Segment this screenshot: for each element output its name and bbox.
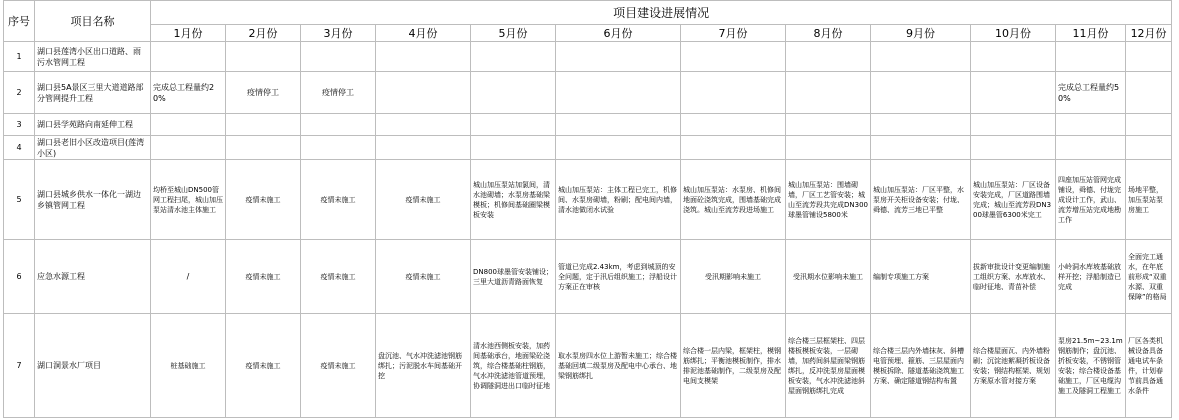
row-number: 6 [4, 240, 35, 314]
progress-table [3, 0, 1172, 418]
header-month-3: 3月份 [301, 25, 376, 42]
row-number: 7 [4, 314, 35, 418]
month-cell: 综合楼屋面瓦、内外墙粉刷；沉淀池絮凝折板设备安装；钢结构框架、规划方案原水管对接方案 [971, 314, 1056, 418]
month-cell: 综合楼三层框架柱、四层楼板模板安装，一层砌墙，加药间斜屋面梁钢筋绑扎，反冲洗泵房屋面模板安装，气水冲洗滤池斜屋面钢筋绑扎完成 [786, 314, 871, 418]
month-cell: 泵房21.5m~23.1m钢筋制作；盘沉池、折板安装，不锈钢管安装；综合楼设备基础施工，厂区电缆沟施工及隧洞工程施工 [1056, 314, 1126, 418]
project-name-cell: 湖口县学苑路向南延伸工程 [35, 114, 151, 136]
month-cell: 城山加压泵站：厂区平整，水泵房开关柜设备安装；付垅、舜德、流芳三地已平整 [871, 160, 971, 240]
month-cell: 综合楼三层内外墙抹灰、斜槽电管预埋、箍筋、三层屋面内模板拆除、隧道基础浇筑施工方案、确定隧道钢结构布置 [871, 314, 971, 418]
table-row [4, 160, 1172, 240]
project-name-cell: 湖口县城乡供水一体化一湖边乡镇管网工程 [35, 160, 151, 240]
table-row [4, 72, 1172, 114]
month-cell: 疫情未施工 [226, 240, 301, 314]
row-number: 5 [4, 160, 35, 240]
month-cell: DN800球墨管安装铺设；三里大道沥青路面恢复 [471, 240, 556, 314]
table-row [4, 114, 1172, 136]
month-cell: 疫情未施工 [301, 240, 376, 314]
month-cell: 完成总工程量约20% [151, 72, 226, 114]
row-number: 4 [4, 136, 35, 160]
month-cell [1056, 42, 1126, 72]
month-cell [1056, 136, 1126, 160]
month-cell: 疫情未施工 [301, 160, 376, 240]
header-progress-title: 项目建设进展情况 [151, 1, 1172, 25]
header-month-1: 1月份 [151, 25, 226, 42]
header-month-10: 10月份 [971, 25, 1056, 42]
month-cell: 疫情停工 [301, 72, 376, 114]
month-cell [871, 136, 971, 160]
month-cell [1126, 114, 1172, 136]
month-cell [1126, 136, 1172, 160]
month-cell [471, 136, 556, 160]
month-cell: 疫情未施工 [301, 314, 376, 418]
month-cell [556, 114, 681, 136]
month-cell: 拔新审批设计变更编制施工组织方案、水库放水、临时征地、青苗补偿 [971, 240, 1056, 314]
month-cell [681, 114, 786, 136]
month-cell: 城山加压泵站：围墙砌墙，厂区工艺管安装；城山至流芳段共完成DN300球墨管铺设5800米 [786, 160, 871, 240]
month-cell [376, 114, 471, 136]
month-cell [376, 42, 471, 72]
month-cell [556, 72, 681, 114]
month-cell [971, 72, 1056, 114]
month-cell [556, 42, 681, 72]
month-cell [556, 136, 681, 160]
month-cell: 疫情未施工 [226, 314, 301, 418]
month-cell: 四座加压站管网完成铺设，舜德、付垅完成设计工作，武山、流芳增压站完成地勘工作 [1056, 160, 1126, 240]
month-cell [471, 42, 556, 72]
header-month-9: 9月份 [871, 25, 971, 42]
header-seq: 序号 [4, 1, 35, 42]
month-cell [151, 42, 226, 72]
table-row [4, 136, 1172, 160]
month-cell: 厂区各类机械设备具备通电试车条件，计划春节前具备通水条件 [1126, 314, 1172, 418]
month-cell: 城山加压泵站：厂区设备安装完成，厂区道路围墙完成；城山至流芳段DN300球墨管6300米完工 [971, 160, 1056, 240]
month-cell [301, 136, 376, 160]
project-name-cell: 湖口县老旧小区改造项目(莲湾小区) [35, 136, 151, 160]
table-row [4, 314, 1172, 418]
month-cell [301, 42, 376, 72]
month-cell [971, 42, 1056, 72]
header-month-12: 12月份 [1126, 25, 1172, 42]
month-cell: 编制专项施工方案 [871, 240, 971, 314]
header-month-5: 5月份 [471, 25, 556, 42]
month-cell: 盘沉池、气水冲洗滤池钢筋绑扎；污泥脱水车间基础开挖 [376, 314, 471, 418]
project-name-cell: 湖口县莲湾小区出口道路、雨污水管网工程 [35, 42, 151, 72]
month-cell: 综合楼一层内梁，框架柱，模钢筋绑扎；平衡池模板制作，排水排泥池基础制作，二级泵房及配电间支模架 [681, 314, 786, 418]
month-cell [376, 72, 471, 114]
table-row [4, 42, 1172, 72]
header-month-4: 4月份 [376, 25, 471, 42]
month-cell [1126, 72, 1172, 114]
month-cell [786, 72, 871, 114]
month-cell: 桩基础施工 [151, 314, 226, 418]
month-cell [786, 136, 871, 160]
month-cell [226, 136, 301, 160]
month-cell: / [151, 240, 226, 314]
month-cell: 疫情未施工 [376, 160, 471, 240]
month-cell: 疫情停工 [226, 72, 301, 114]
month-cell: 城山加压泵站加氯间，清水池砌墙；水泵房基础梁模板；机修间基础圈梁模板安装 [471, 160, 556, 240]
row-number: 3 [4, 114, 35, 136]
month-cell: 均桥至城山DN500管网工程扫尾，城山加压泵站清水池主体施工 [151, 160, 226, 240]
month-cell: 受汛期水位影响未施工 [786, 240, 871, 314]
month-cell [871, 72, 971, 114]
header-month-7: 7月份 [681, 25, 786, 42]
month-cell [471, 114, 556, 136]
month-cell: 受汛期影响未施工 [681, 240, 786, 314]
month-cell: 疫情未施工 [226, 160, 301, 240]
header-month-6: 6月份 [556, 25, 681, 42]
project-name-cell: 湖口洞景水厂项目 [35, 314, 151, 418]
header-month-11: 11月份 [1056, 25, 1126, 42]
month-cell: 场地平整，加压泵站泵房施工 [1126, 160, 1172, 240]
month-cell [681, 42, 786, 72]
month-cell: 城山加压泵站：水泵房、机修间地面砼浇筑完成，围墙基础完成浇筑。城山至流芳段进场施工 [681, 160, 786, 240]
month-cell [971, 136, 1056, 160]
table-row [4, 240, 1172, 314]
month-cell [871, 42, 971, 72]
month-cell [301, 114, 376, 136]
month-cell: 小岭洞水库坡基础放样开挖；浮船制造已完成 [1056, 240, 1126, 314]
month-cell [681, 136, 786, 160]
header-project-name: 项目名称 [35, 1, 151, 42]
month-cell: 疫情未施工 [376, 240, 471, 314]
month-cell [1126, 42, 1172, 72]
month-cell [226, 42, 301, 72]
month-cell [376, 136, 471, 160]
month-cell [151, 114, 226, 136]
row-number: 1 [4, 42, 35, 72]
header-month-2: 2月份 [226, 25, 301, 42]
month-cell: 完成总工程量约50% [1056, 72, 1126, 114]
month-cell: 清水池西侧板安装，加药间基础承台，地面梁砼浇筑，综合楼基础柱钢筋，气水冲洗滤池管道预埋，协调隧洞进出口临时征地 [471, 314, 556, 418]
month-cell [786, 42, 871, 72]
month-cell [151, 136, 226, 160]
header-month-8: 8月份 [786, 25, 871, 42]
month-cell [971, 114, 1056, 136]
month-cell [471, 72, 556, 114]
month-cell [681, 72, 786, 114]
month-cell: 城山加压泵站：主体工程已完工，机修间、水泵房砌墙，粉刷；配电间内墙，清水池做闭水试验 [556, 160, 681, 240]
month-cell [786, 114, 871, 136]
month-cell: 全面完工通水，在年底前形成“双重水源、双重保障”的格局 [1126, 240, 1172, 314]
month-cell [226, 114, 301, 136]
project-name-cell: 应急水源工程 [35, 240, 151, 314]
month-cell: 管道已完成2.43km，考虑到城顶的安全问题，定于汛后组织施工；浮船设计方案正在审核 [556, 240, 681, 314]
project-name-cell: 湖口县5A景区三里大道道路部分管网提升工程 [35, 72, 151, 114]
month-cell: 取水泵房四水位上游暂未施工；综合楼基础回填二级泵房及配电中心承台、地梁钢筋绑扎 [556, 314, 681, 418]
month-cell [871, 114, 971, 136]
month-cell [1056, 114, 1126, 136]
row-number: 2 [4, 72, 35, 114]
